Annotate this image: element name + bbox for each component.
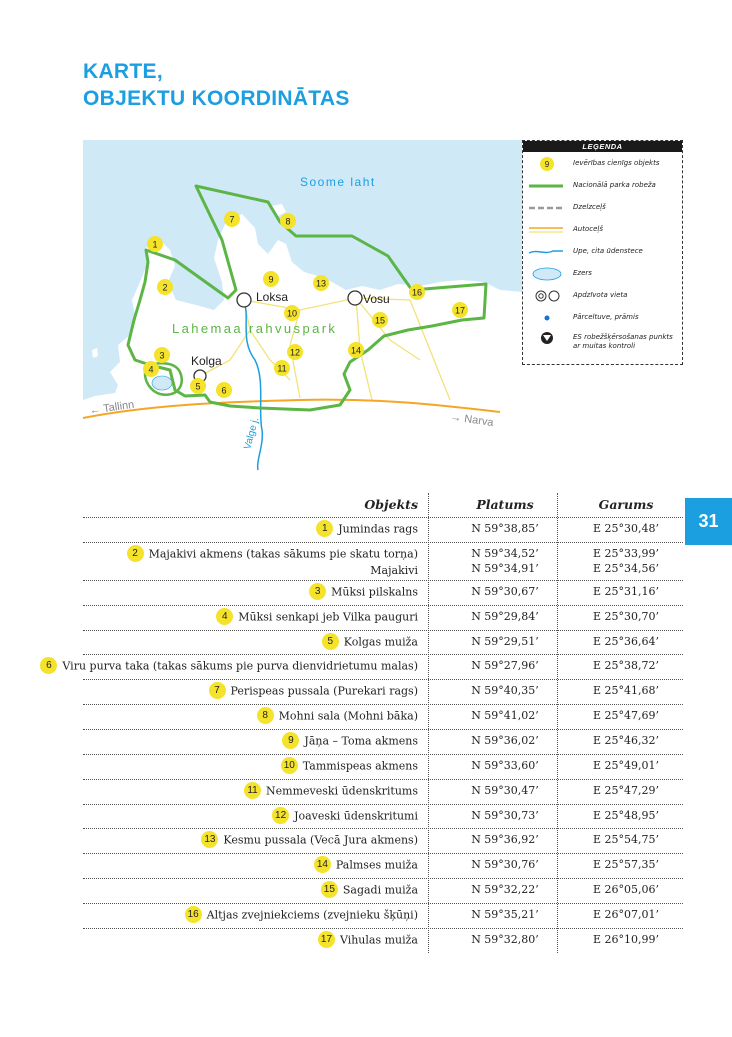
legend-item-lake	[523, 265, 683, 285]
latitude-value: N 59°30,73’	[471, 808, 539, 822]
latitude-cell	[440, 683, 570, 698]
object-line	[257, 708, 418, 725]
latitude-value: N 59°34,91’	[471, 561, 539, 575]
object-line	[321, 882, 418, 899]
map-marker-13	[313, 275, 329, 291]
object-number-badge: 1	[316, 520, 333, 537]
latitude-value: N 59°32,22’	[471, 883, 539, 897]
map-marker-number: 2	[162, 282, 168, 293]
header-object: Objekts	[364, 497, 418, 512]
object-number-badge: 14	[314, 856, 331, 873]
latitude-cell	[440, 907, 570, 922]
row-divider	[83, 779, 683, 780]
longitude-value: E 25°33,99’	[592, 546, 659, 560]
map-marker-5	[190, 378, 206, 394]
map-marker-1	[147, 236, 163, 252]
map-marker-number: 7	[229, 214, 235, 225]
latitude-value: N 59°38,85’	[471, 522, 539, 535]
longitude-cell	[570, 609, 682, 624]
legend-label-river: Upe, cita ūdenstece	[573, 247, 643, 255]
longitude-cell	[570, 683, 682, 698]
map-legend	[522, 140, 683, 365]
longitude-cell	[570, 521, 682, 536]
object-number-badge: 11	[244, 782, 261, 799]
longitude-value: E 25°30,70’	[592, 609, 659, 623]
object-line	[127, 563, 418, 578]
object-line	[185, 907, 418, 924]
map-marker-12	[287, 344, 303, 360]
longitude-value: E 25°34,56’	[592, 561, 659, 575]
object-number-badge: 2	[127, 545, 144, 562]
latitude-cell	[440, 733, 570, 748]
object-cell	[209, 683, 418, 700]
map-marker-16	[409, 284, 425, 300]
object-line	[281, 758, 418, 775]
latitude-value: N 59°36,02’	[471, 733, 539, 747]
object-name: Mūksi pilskalns	[331, 585, 418, 599]
object-number-badge: 4	[216, 608, 233, 625]
narva-label: → Narva	[449, 411, 495, 430]
legend-item-railway	[523, 199, 683, 219]
map-marker-number: 3	[159, 350, 165, 361]
map-marker-7	[224, 211, 240, 227]
vosu-settlement	[348, 291, 362, 305]
map-marker-17	[452, 302, 468, 318]
lake-icon	[527, 265, 563, 285]
longitude-cell	[570, 907, 682, 922]
legend-marker-number: 9	[544, 160, 550, 169]
river-line-icon	[527, 243, 563, 263]
object-cell	[40, 658, 418, 675]
object-cell	[257, 708, 418, 725]
row-divider	[83, 542, 683, 543]
map-marker-number: 13	[315, 278, 327, 289]
object-number-badge: 13	[201, 831, 218, 848]
latitude-cell	[440, 758, 570, 773]
longitude-value: E 25°54,75’	[592, 833, 659, 847]
object-line	[209, 683, 418, 700]
object-cell	[321, 882, 418, 899]
longitude-value: E 25°57,35’	[592, 858, 659, 872]
ferry-dot-icon	[527, 309, 563, 329]
kolga-label: Kolga	[191, 354, 222, 368]
object-name: Joaveski ūdenskritumi	[294, 809, 418, 822]
object-line	[40, 658, 418, 675]
object-line	[318, 932, 418, 949]
object-line	[282, 733, 418, 750]
latitude-value: N 59°27,96’	[471, 659, 539, 673]
vosu-label: Vosu	[363, 292, 390, 306]
longitude-cell	[570, 733, 682, 748]
legend-item-ferry	[523, 309, 683, 329]
row-divider	[83, 517, 683, 518]
object-name: Majakivi	[370, 563, 418, 577]
legend-item-object	[523, 155, 683, 175]
map-marker-14	[348, 342, 364, 358]
map-marker-number: 15	[374, 315, 386, 326]
object-line	[244, 783, 418, 800]
legend-marker-icon	[527, 155, 563, 175]
object-name: Mūksi senkapi jeb Vilka pauguri	[238, 610, 418, 624]
legend-label-lake: Ezers	[573, 269, 592, 277]
longitude-value: E 26°05,06’	[592, 883, 659, 897]
latitude-value: N 59°34,52’	[471, 546, 539, 560]
latitude-cell	[440, 882, 570, 897]
railway-line-icon	[527, 199, 563, 219]
longitude-value: E 26°07,01’	[592, 907, 659, 921]
legend-title: LEĢENDA	[523, 141, 682, 152]
object-name: Majakivi akmens (takas sākums pie skatu torņa)	[148, 547, 418, 561]
object-cell	[201, 832, 418, 849]
object-cell	[216, 609, 418, 626]
longitude-value: E 25°36,64’	[592, 634, 659, 648]
map-marker-11	[274, 360, 290, 376]
object-name: Jāņa – Toma akmens	[304, 734, 418, 748]
object-cell	[282, 733, 418, 750]
river-label: Valge j.	[242, 416, 262, 451]
longitude-cell	[570, 932, 682, 947]
longitude-cell	[570, 832, 682, 847]
map-marker-2	[157, 279, 173, 295]
map-marker-number: 6	[221, 385, 227, 396]
legend-label-border: Nacionālā parka robeža	[573, 181, 656, 189]
map-marker-9	[263, 271, 279, 287]
latitude-cell	[440, 634, 570, 649]
longitude-cell	[570, 634, 682, 649]
loksa-label: Loksa	[256, 290, 289, 304]
object-name: Tammispeas akmens	[302, 759, 418, 773]
object-name: Kesmu pussala (Vecā Jura akmens)	[223, 833, 418, 847]
row-divider	[83, 903, 683, 904]
row-divider	[83, 729, 683, 730]
row-divider	[83, 704, 683, 705]
latitude-value: N 59°29,51’	[471, 634, 539, 648]
row-divider	[83, 580, 683, 581]
latitude-cell	[440, 609, 570, 624]
header-longitude: Garums	[598, 497, 654, 512]
longitude-cell	[570, 758, 682, 773]
object-cell	[185, 907, 418, 924]
object-name: Viru purva taka (takas sākums pie purva dienvidrietumu malas)	[62, 659, 418, 673]
title-line-2: OBJEKTU KOORDINĀTAS	[83, 87, 350, 110]
object-cell	[244, 783, 418, 800]
object-name: Perispeas pussala (Purekari rags)	[230, 684, 418, 698]
latitude-value: N 59°30,67’	[471, 584, 539, 598]
map-marker-3	[154, 347, 170, 363]
legend-label-ferry: Pārceltuve, prāmis	[573, 313, 639, 321]
object-number-badge: 9	[282, 732, 299, 749]
map-marker-number: 12	[289, 347, 301, 358]
header-latitude: Platums	[476, 497, 534, 512]
latitude-cell	[440, 857, 570, 872]
longitude-value: E 25°46,32’	[592, 733, 659, 747]
row-divider	[83, 605, 683, 606]
object-cell	[272, 808, 418, 825]
object-line	[309, 584, 418, 601]
object-number-badge: 6	[40, 657, 57, 674]
object-name: Nemmeveski ūdenskritums	[266, 784, 418, 798]
object-number-badge: 10	[281, 757, 298, 774]
longitude-cell	[570, 708, 682, 723]
map-marker-number: 14	[350, 345, 362, 356]
latitude-cell	[440, 932, 570, 947]
object-line	[272, 808, 418, 825]
row-divider	[83, 630, 683, 631]
latitude-value: N 59°30,47’	[471, 783, 539, 797]
longitude-cell	[570, 584, 682, 599]
page-number-tab: 31	[685, 498, 732, 545]
legend-item-road	[523, 221, 683, 241]
latitude-cell	[440, 832, 570, 847]
object-cell	[281, 758, 418, 775]
latitude-cell	[440, 708, 570, 723]
longitude-cell	[570, 882, 682, 897]
border-crossing-icon	[527, 329, 563, 349]
object-cell	[322, 634, 418, 651]
latitude-value: N 59°32,80’	[471, 932, 539, 946]
map-marker-8	[280, 213, 296, 229]
row-divider	[83, 804, 683, 805]
legend-label-border-crossing: ES robežšķērsošanas punkts ar muitas kontroli	[573, 333, 673, 350]
latitude-value: N 59°33,60’	[471, 758, 539, 772]
object-number-badge: 8	[257, 707, 274, 724]
row-divider	[83, 853, 683, 854]
latitude-value: N 59°36,92’	[471, 833, 539, 847]
latitude-cell	[440, 546, 570, 576]
object-number-badge: 17	[318, 931, 335, 948]
latitude-value: N 59°35,21’	[471, 907, 539, 921]
object-cell	[127, 546, 418, 578]
map-marker-4	[143, 361, 159, 377]
table-row	[83, 546, 683, 584]
map-marker-number: 17	[454, 305, 466, 316]
object-cell	[316, 521, 418, 538]
object-cell	[314, 857, 418, 874]
map-marker-10	[284, 305, 300, 321]
road-line-icon	[527, 221, 563, 241]
legend-item-border	[523, 177, 683, 197]
map-marker-number: 1	[152, 239, 158, 250]
object-cell	[309, 584, 418, 601]
object-number-badge: 16	[185, 906, 202, 923]
object-number-badge: 15	[321, 881, 338, 898]
latitude-cell	[440, 521, 570, 536]
park-border-line-icon	[527, 177, 563, 197]
longitude-value: E 25°47,69’	[592, 709, 659, 723]
row-divider	[83, 878, 683, 879]
longitude-cell	[570, 658, 682, 673]
map-marker-6	[216, 382, 232, 398]
latitude-cell	[440, 658, 570, 673]
object-line	[127, 546, 418, 563]
map-marker-number: 5	[195, 381, 201, 392]
object-name: Jumindas rags	[338, 522, 418, 536]
loksa-settlement	[237, 293, 251, 307]
legend-label-road: Autoceļš	[573, 225, 603, 233]
latitude-value: N 59°29,84’	[471, 609, 539, 623]
longitude-value: E 25°31,16’	[592, 584, 659, 598]
map-marker-number: 4	[148, 364, 154, 375]
latitude-cell	[440, 584, 570, 599]
tallinn-label: ← Tallinn	[88, 398, 136, 417]
row-divider	[83, 654, 683, 655]
row-divider	[83, 828, 683, 829]
object-number-badge: 12	[272, 807, 289, 824]
latitude-value: N 59°40,35’	[471, 684, 539, 698]
longitude-value: E 25°38,72’	[592, 659, 659, 673]
longitude-value: E 25°30,48’	[592, 522, 659, 535]
park-label: Lahemaa rahvuspark	[172, 321, 338, 336]
legend-item-settlement	[523, 287, 683, 307]
object-line	[322, 634, 418, 651]
longitude-value: E 25°41,68’	[592, 684, 659, 698]
legend-item-river	[523, 243, 683, 263]
map-marker-number: 9	[268, 274, 274, 285]
map-marker-number: 16	[411, 287, 423, 298]
object-name: Altjas zvejniekciems (zvejnieku šķūņi)	[206, 908, 418, 922]
map-marker-number: 10	[286, 308, 298, 319]
longitude-cell	[570, 808, 682, 823]
row-divider	[83, 928, 683, 929]
legend-label-railway: Dzelzceļš	[573, 203, 606, 211]
longitude-cell	[570, 783, 682, 798]
latitude-cell	[440, 783, 570, 798]
object-number-badge: 3	[309, 583, 326, 600]
object-name: Vihulas muiža	[339, 933, 418, 947]
longitude-value: E 25°48,95’	[592, 808, 659, 822]
sea-label: Soome laht	[300, 175, 376, 189]
object-cell	[318, 932, 418, 949]
object-number-badge: 7	[209, 682, 226, 699]
map-marker-number: 8	[285, 216, 291, 227]
object-name: Sagadi muiža	[342, 883, 418, 897]
settlement-icon	[527, 287, 563, 307]
object-line	[216, 609, 418, 626]
longitude-value: E 26°10,99’	[592, 932, 659, 946]
table-row	[83, 932, 683, 957]
map-marker-number: 11	[277, 363, 287, 374]
row-divider	[83, 754, 683, 755]
object-name: Kolgas muiža	[343, 635, 418, 649]
object-name: Palmses muiža	[335, 858, 418, 872]
legend-item-border-crossing	[523, 329, 683, 359]
object-line	[316, 521, 418, 538]
longitude-value: E 25°47,29’	[592, 783, 659, 797]
title-line-1: KARTE,	[83, 60, 163, 83]
longitude-cell	[570, 857, 682, 872]
latitude-cell	[440, 808, 570, 823]
legend-label-settlement: Apdzīvota vieta	[573, 291, 628, 299]
object-line	[201, 832, 418, 849]
legend-label-object: Ievērības cienīgs objekts	[573, 159, 660, 167]
object-number-badge: 5	[322, 633, 339, 650]
object-line	[314, 857, 418, 874]
row-divider	[83, 679, 683, 680]
latitude-value: N 59°30,76’	[471, 858, 539, 872]
object-name: Mohni sala (Mohni bāka)	[278, 709, 418, 723]
latitude-value: N 59°41,02’	[471, 709, 539, 723]
longitude-cell	[570, 546, 682, 576]
longitude-value: E 25°49,01’	[592, 758, 659, 772]
lake-kolga	[152, 376, 172, 390]
map-marker-15	[372, 312, 388, 328]
